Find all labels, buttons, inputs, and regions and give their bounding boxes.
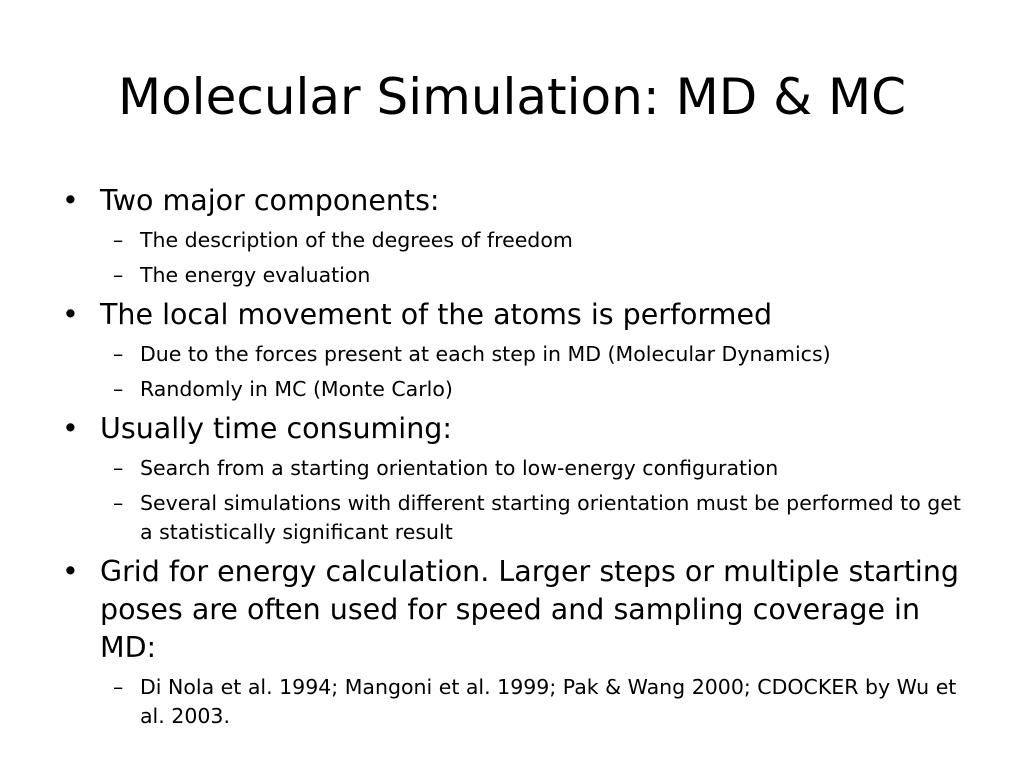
sub-marker: –: [113, 675, 124, 699]
sub-item: [62, 340, 962, 369]
sub-item: [62, 489, 962, 547]
bullet-text: Two major components:: [100, 184, 440, 217]
slide-content: [62, 182, 962, 731]
sub-marker: –: [113, 491, 124, 515]
sub-text: Di Nola et al. 1994; Mangoni et al. 1999; Pak & Wang 2000; CDOCKER by Wu et al. 2003.: [140, 675, 957, 728]
slide-title: Molecular Simulation: MD & MC: [117, 68, 907, 126]
sub-text: Several simulations with different starting orientation must be performed to get a statistically significant result: [140, 491, 961, 544]
bullet-text: Usually time consuming:: [100, 412, 452, 445]
sub-text: Randomly in MC (Monte Carlo): [140, 377, 453, 401]
sub-item: [62, 454, 962, 483]
sub-text: Due to the forces present at each step in MD (Molecular Dynamics): [140, 342, 831, 366]
bullet-item: [62, 182, 962, 220]
bullet-marker: •: [62, 412, 79, 445]
sub-marker: –: [113, 377, 124, 401]
bullet-text: Grid for energy calculation. Larger steps or multiple starting poses are often used for speed and sampling coverage in MD:: [100, 555, 959, 664]
bullet-marker: •: [62, 298, 79, 331]
sub-item: [62, 226, 962, 255]
sub-text: The energy evaluation: [140, 263, 371, 287]
sub-marker: –: [113, 228, 124, 252]
sub-item: [62, 375, 962, 404]
sub-marker: –: [113, 263, 124, 287]
bullet-item: [62, 553, 962, 667]
bullet-item: [62, 296, 962, 334]
sub-item: [62, 261, 962, 290]
bullet-marker: •: [62, 184, 79, 217]
bullet-marker: •: [62, 555, 79, 588]
sub-marker: –: [113, 456, 124, 480]
bullet-item: [62, 410, 962, 448]
sub-marker: –: [113, 342, 124, 366]
sub-item: [62, 673, 962, 731]
sub-text: The description of the degrees of freedom: [140, 228, 573, 252]
bullet-text: The local movement of the atoms is performed: [100, 298, 773, 331]
sub-text: Search from a starting orientation to low-energy configuration: [140, 456, 779, 480]
